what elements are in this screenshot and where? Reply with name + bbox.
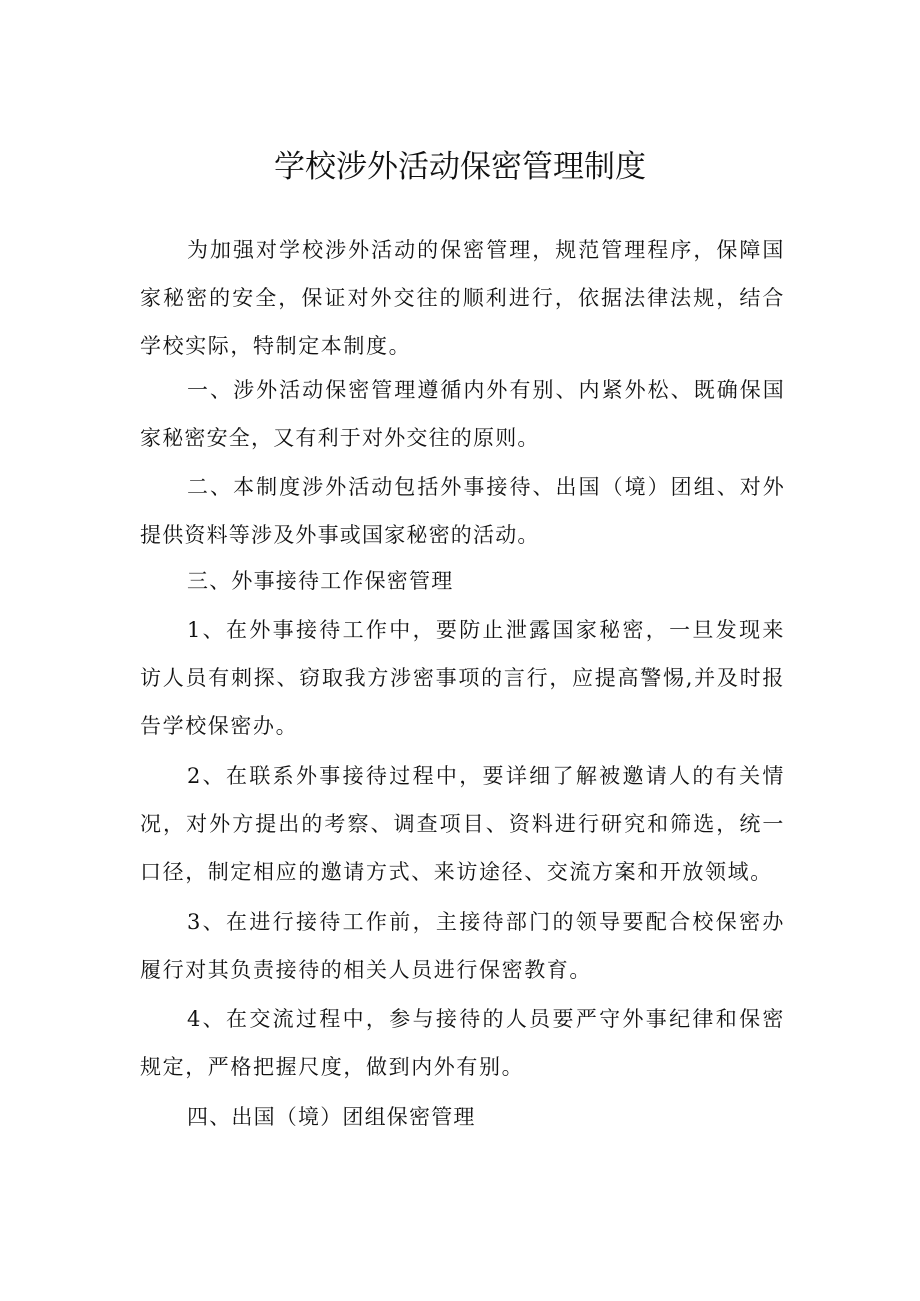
section-1-paragraph: 一、涉外活动保密管理遵循内外有别、内紧外松、既确保国家秘密安全，又有利于对外交往的原则。 bbox=[140, 378, 785, 450]
section-3-heading: 三、外事接待工作保密管理 bbox=[187, 569, 454, 593]
section-3-item-4: 4、在交流过程中，参与接待的人员要严守外事纪律和保密规定，严格把握尺度，做到内外有别。 bbox=[140, 1007, 785, 1079]
intro-paragraph: 为加强对学校涉外活动的保密管理，规范管理程序，保障国家秘密的安全，保证对外交往的顺利进行，依据法律法规，结合学校实际，特制定本制度。 bbox=[140, 238, 785, 358]
document-title: 学校涉外活动保密管理制度 bbox=[274, 149, 646, 185]
section-4-heading: 四、出国（境）团组保密管理 bbox=[187, 1105, 476, 1129]
section-3-item-1: 1、在外事接待工作中，要防止泄露国家秘密，一旦发现来访人员有刺探、窃取我方涉密事项的言行，应提高警惕,并及时报告学校保密办。 bbox=[140, 618, 785, 738]
section-3-item-3: 3、在进行接待工作前，主接待部门的领导要配合校保密办履行对其负责接待的相关人员进行保密教育。 bbox=[140, 910, 785, 982]
section-3-item-2: 2、在联系外事接待过程中，要详细了解被邀请人的有关情况，对外方提出的考察、调查项目、资料进行研究和筛选，统一口径，制定相应的邀请方式、来访途径、交流方案和开放领域。 bbox=[140, 764, 785, 884]
section-2-paragraph: 二、本制度涉外活动包括外事接待、出国（境）团组、对外提供资料等涉及外事或国家秘密的活动。 bbox=[140, 475, 785, 547]
